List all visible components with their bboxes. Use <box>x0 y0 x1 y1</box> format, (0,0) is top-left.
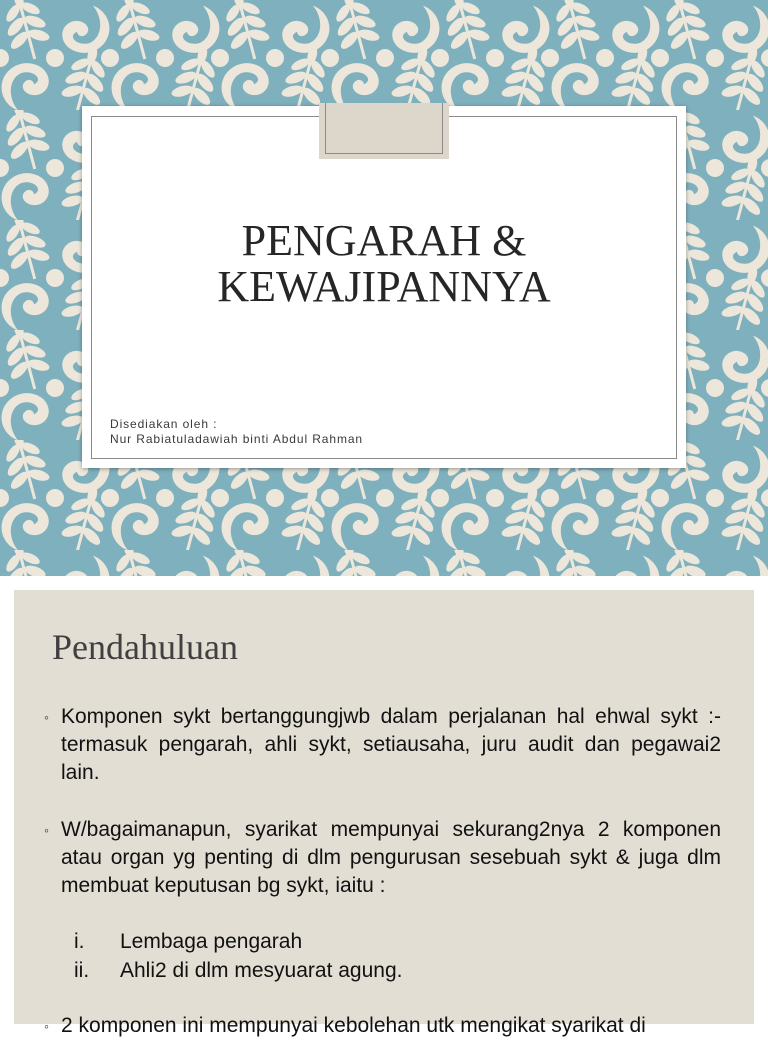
byline <box>110 417 363 447</box>
bullet-item <box>44 816 721 900</box>
slide-heading: Pendahuluan <box>52 627 238 667</box>
sublist-number: ii. <box>74 959 90 982</box>
title-card-tab <box>319 103 449 159</box>
bullet-circle-icon: ◦ <box>44 822 49 838</box>
title-line-2: KEWAJIPANNYA <box>217 262 551 311</box>
slide-title <box>82 218 686 310</box>
title-line-1: PENGARAH & <box>241 216 527 265</box>
sublist-number: i. <box>74 930 85 953</box>
bullet-text: W/bagaimanapun, syarikat mempunyai sekurang2nya 2 komponen atau organ yg penting di dlm pengurusan sesebuah sykt & juga dlm membuat keputusan bg sykt, iaitu : <box>61 818 721 897</box>
bullet-text: 2 komponen ini mempunyai kebolehan utk mengikat syarikat di <box>61 1014 646 1037</box>
sublist-text: Ahli2 di dlm mesyuarat agung. <box>120 959 403 982</box>
bullet-item <box>44 703 721 787</box>
author-name: Nur Rabiatuladawiah binti Abdul Rahman <box>110 432 364 446</box>
prepared-by-label: Disediakan oleh : <box>110 417 218 431</box>
bullet-item <box>44 1012 721 1040</box>
intro-slide <box>14 590 754 1037</box>
bullet-circle-icon: ◦ <box>44 709 49 725</box>
sublist-text: Lembaga pengarah <box>120 930 303 953</box>
bullet-circle-icon: ◦ <box>44 1018 49 1034</box>
bullet-text: Komponen sykt bertanggungjwb dalam perjalanan hal ehwal sykt :- termasuk pengarah, ahli sykt, setiausaha, juru audit dan pegawai2 lain. <box>61 705 721 784</box>
